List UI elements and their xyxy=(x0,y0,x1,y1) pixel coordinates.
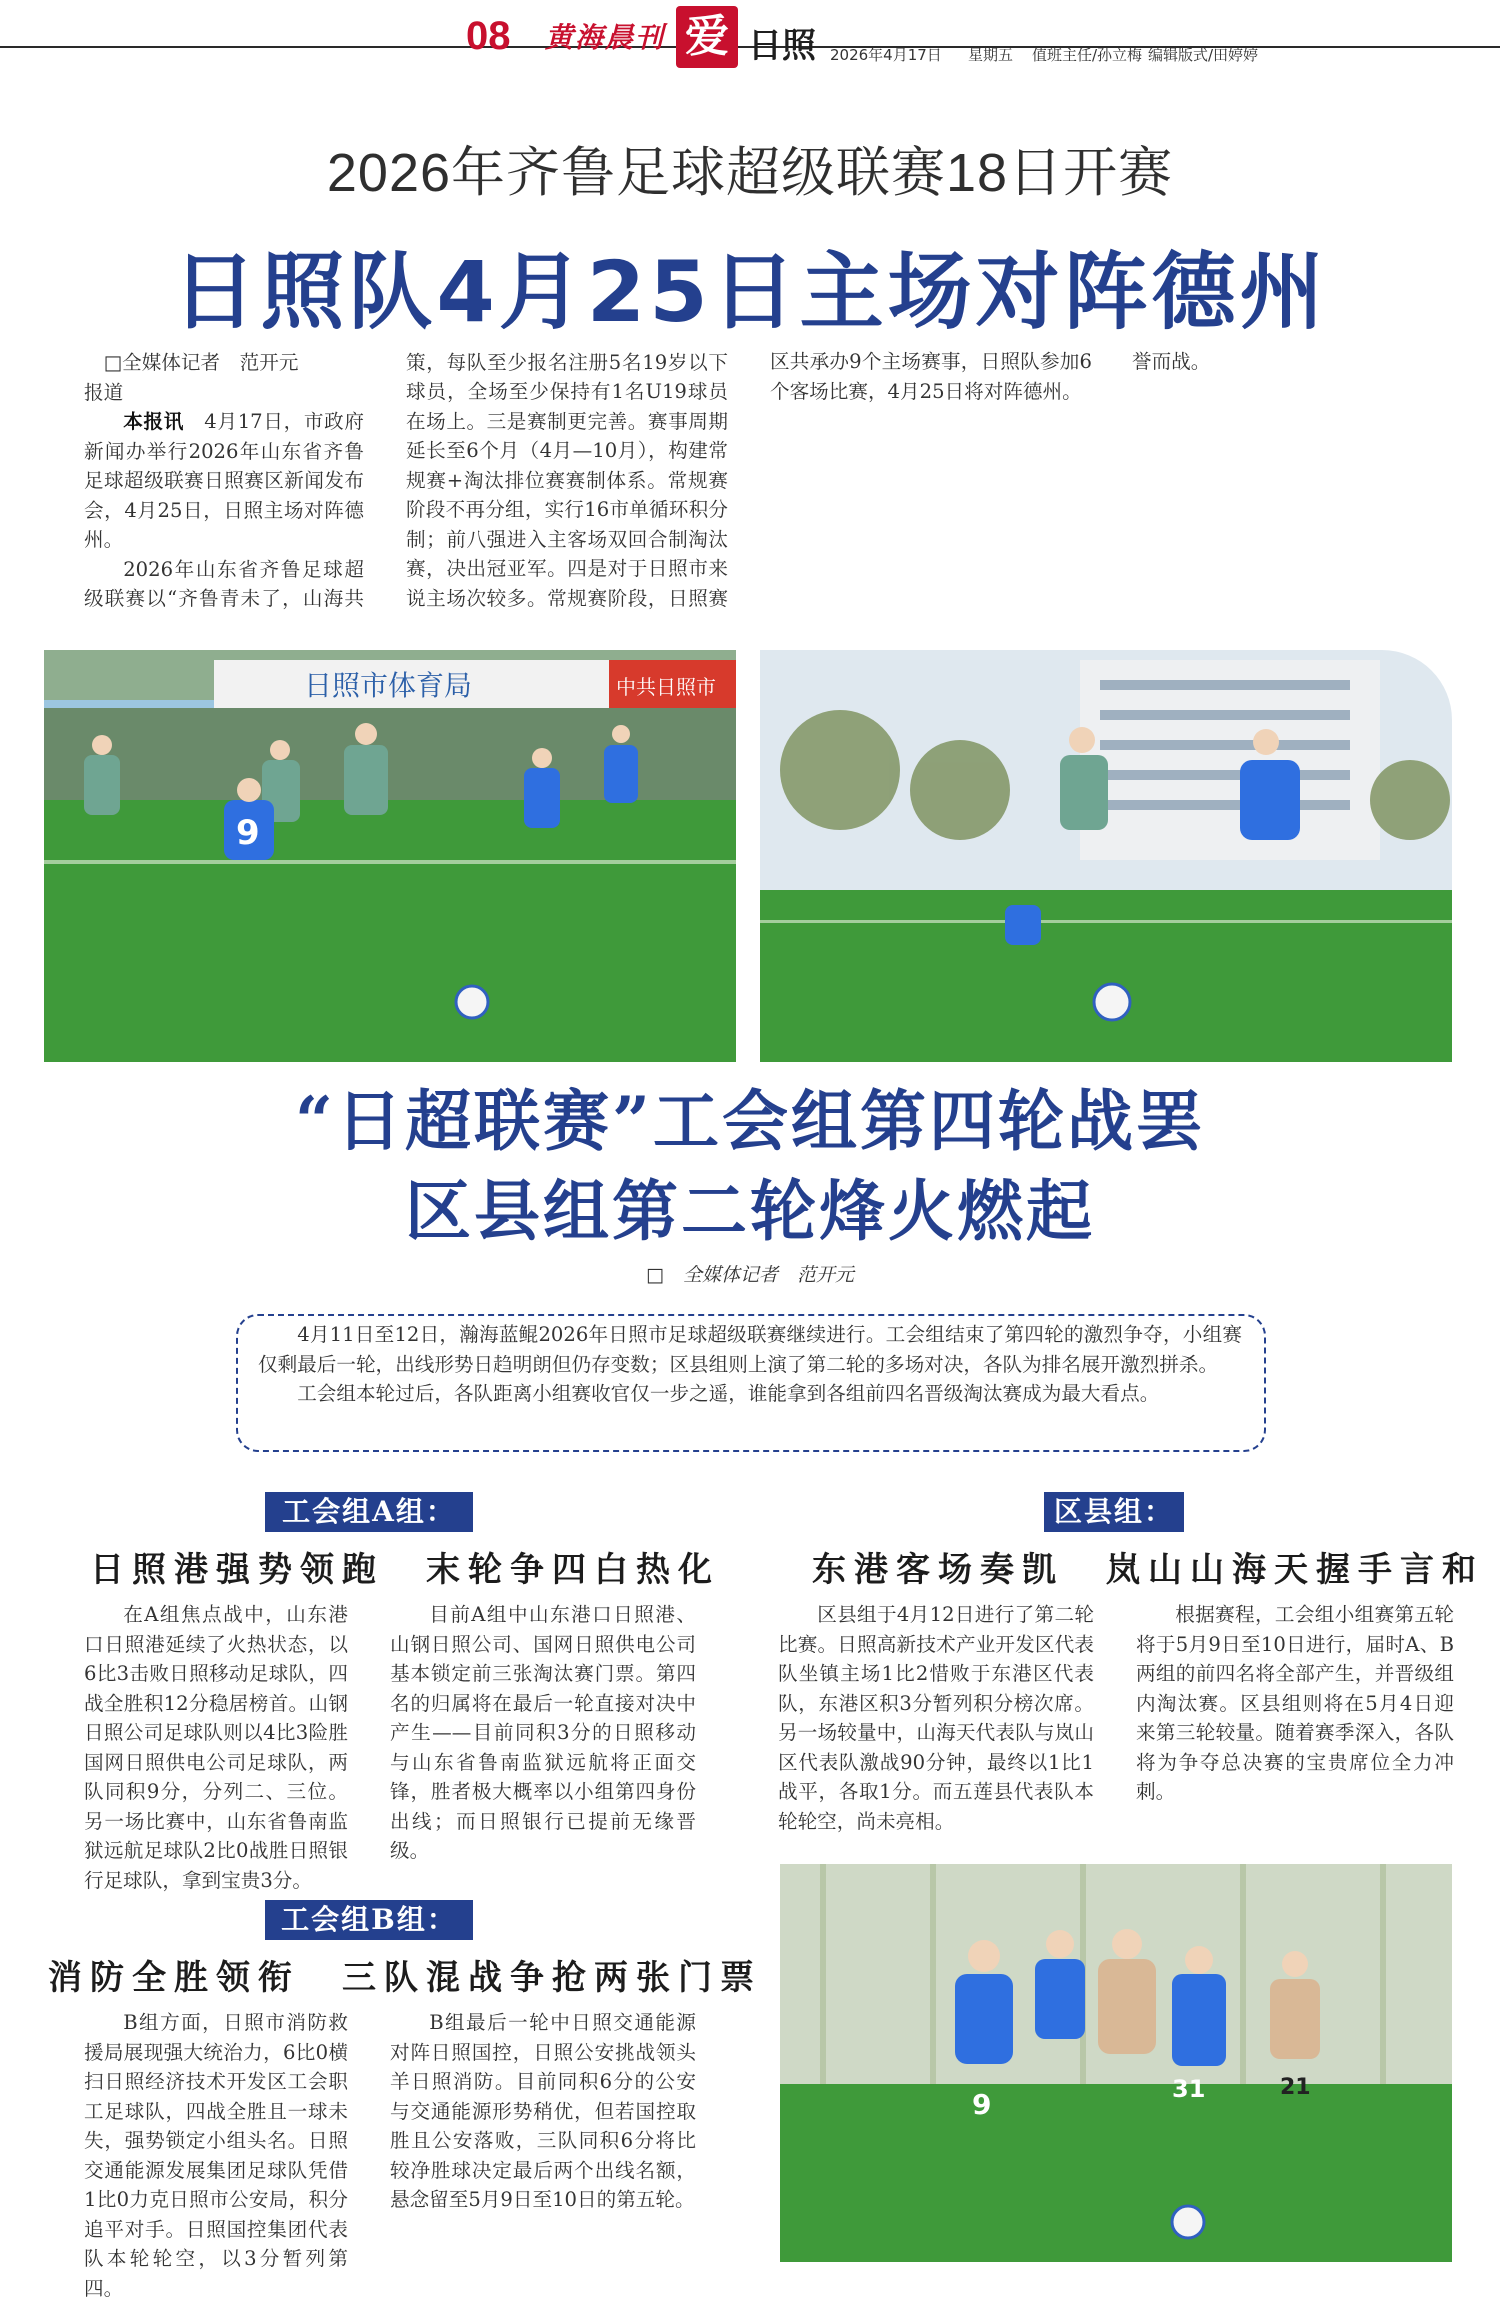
intro-paragraph-2: 工会组本轮过后，各队距离小组赛收官仅一步之遥，谁能拿到各组前四名晋级淘汰赛成为最大看点。 xyxy=(297,1382,1160,1405)
county-tag: 区县组： xyxy=(1044,1492,1184,1532)
article1-column-1 xyxy=(84,348,364,618)
county-paragraph-1: 区县组于4月12日进行了第二轮比赛。日照高新技术产业开发区代表队坐镇主场1比2惜败于东港区代表队，东港区积3分暂列积分榜次席。另一场较量中，山海天代表队与岚山区代表队激战90分钟，最终以1比1战平，各取1分。而五莲县代表队本轮轮空，尚未亮相。 xyxy=(778,1603,1094,1833)
group-a-subhead: 日照港强势领跑 末轮争四白热化 xyxy=(90,1550,720,1590)
article1-paragraph-3: 誉而战。 xyxy=(1132,349,1211,373)
article1-paragraph-2-cont2: 区共承办9个主场赛事，日照队参加6个客场比赛，4月25日将对阵德州。 xyxy=(770,350,1092,403)
jersey-number-21: 21 xyxy=(1280,2075,1311,2100)
article1-byline: □全媒体记者 范开元 xyxy=(103,351,299,374)
section-name: 日照 xyxy=(748,26,816,66)
article1-column-4 xyxy=(1132,348,1454,618)
jersey-number-9-bottom: 9 xyxy=(972,2088,992,2121)
county-subhead: 东港客场奏凯 岚山山海天握手言和 xyxy=(812,1550,1484,1590)
photo-left xyxy=(44,650,736,1062)
group-a-column-1 xyxy=(84,1600,348,1895)
jersey-number-31: 31 xyxy=(1172,2075,1206,2103)
group-b-paragraph-2: B组最后一轮中日照交通能源对阵日照国控，日照公安挑战领头羊日照消防。目前同积6分的公安与交通能源形势稍优，但若国控取胜且公安落败，三队同积6分将比较净胜球决定最后两个出线名额，悬念留至5月9日至10日的第五轮。 xyxy=(390,2011,696,2211)
article2-headline-line-1: “日超联赛”工会组第四轮战罢 xyxy=(295,1082,1205,1160)
photo-bottom xyxy=(780,1864,1452,2262)
group-a-tag: 工会组A组： xyxy=(265,1492,473,1532)
soccer-ball-icon xyxy=(1172,2206,1204,2238)
soccer-ball-icon xyxy=(1094,984,1130,1020)
photo-right xyxy=(760,650,1452,1062)
intro-text xyxy=(258,1320,1242,1409)
red-sign: 中共日照市 xyxy=(616,675,716,699)
group-b-subhead: 消防全胜领衔 三队混战争抢两张门票 xyxy=(48,1958,762,1998)
county-column-2 xyxy=(1136,1600,1454,1807)
article1-headline: 2026年齐鲁足球超级联赛18日开赛 xyxy=(326,143,1174,203)
article1-column-2 xyxy=(406,348,728,616)
article1-lead: 4月17日，市政府新闻办举行2026年山东省齐鲁足球超级联赛日照赛区新闻发布会，4月25日，日照主场对阵德州。 xyxy=(84,410,364,551)
article2-headline-line-2: 区县组第二轮烽火燃起 xyxy=(405,1172,1095,1250)
venue-sign: 日照市体育局 xyxy=(304,669,473,702)
county-column-1 xyxy=(778,1600,1094,1836)
intro-paragraph-1: 4月11日至12日，瀚海蓝鲲2026年日照市足球超级联赛继续进行。工会组结束了第四轮的激烈争夺，小组赛仅剩最后一轮，出线形势日趋明朗但仍存变数；区县组则上演了第二轮的多场对决，各队为排名展开激烈拼杀。 xyxy=(258,1323,1242,1376)
article1-paragraph-2: 2026年山东省齐鲁足球超级联赛以“齐鲁青未了，山海共 xyxy=(84,557,364,610)
article2-byline: □ 全媒体记者 范开元 xyxy=(646,1264,854,1286)
group-b-column-2 xyxy=(390,2008,696,2215)
jersey-number-9: 9 xyxy=(236,813,260,853)
group-a-paragraph-1: 在A组焦点战中，山东港口日照港延续了火热状态，以6比3击败日照移动足球队，四战全胜积12分稳居榜首。山钢日照公司足球队则以4比3险胜国网日照供电公司足球队，两队同积9分，分列二、三位。另一场比赛中，山东省鲁南监狱远航足球队2比0战胜日照银行足球队，拿到宝贵3分。 xyxy=(84,1603,348,1892)
layout-editor: 编辑版式/田婷婷 xyxy=(1148,46,1259,64)
article1-byline-tail: 报道 xyxy=(84,380,124,404)
group-b-column-1 xyxy=(84,2008,348,2303)
page-number: 08 xyxy=(466,14,511,58)
article1-main-headline: 日照队4月25日主场对阵德州 xyxy=(172,243,1328,341)
article1-column-3 xyxy=(770,348,1092,616)
group-a-paragraph-2: 目前A组中山东港口日照港、山钢日照公司、国网日照供电公司基本锁定前三张淘汰赛门票。第四名的归属将在最后一轮直接对决中产生——目前同积3分的日照移动与山东省鲁南监狱远航将正面交锋，胜者极大概率以小组第四身份出线；而日照银行已提前无缘晋级。 xyxy=(390,1603,696,1862)
love-logo: 爱 xyxy=(676,6,738,68)
lead-label: 本报讯 xyxy=(123,410,185,433)
issue-date: 2026年4月17日 xyxy=(830,46,942,64)
group-b-paragraph-1: B组方面，日照市消防救援局展现强大统治力，6比0横扫日照经济技术开发区工会职工足球队，四战全胜且一球未失，强势锁定小组头名。日照交通能源发展集团足球队凭借1比0力克日照市公安局，积分追平对手。日照国控集团代表队本轮轮空，以3分暂列第四。 xyxy=(84,2011,348,2300)
county-paragraph-2: 根据赛程，工会组小组赛第五轮将于5月9日至10日进行，届时A、B两组的前四名将全部产生，并晋级组内淘汰赛。区县组则将在5月4日迎来第三轮较量。随着赛季深入，各队将为争夺总决赛的宝贵席位全力冲刺。 xyxy=(1136,1603,1454,1803)
group-a-column-2 xyxy=(390,1600,696,1866)
soccer-ball-icon xyxy=(456,986,488,1018)
duty-editor: 值班主任/孙立梅 xyxy=(1032,46,1143,64)
group-b-tag: 工会组B组： xyxy=(265,1900,473,1940)
article1-paragraph-2-cont: 策，每队至少报名注册5名19岁以下球员，全场至少保持有1名U19球员在场上。三是赛制更完善。赛事周期延长至6个月（4月—10月），构建常规赛+淘汰排位赛赛制体系。常规赛阶段不再分组，实行16市单循环积分制；前八强进入主客场双回合制淘汰赛，决出冠亚军。四是对于日照市来说主场次较多。常规赛阶段，日照赛 xyxy=(406,350,728,610)
paper-name: 黄海晨刊 xyxy=(545,21,666,54)
issue-weekday: 星期五 xyxy=(968,46,1014,64)
